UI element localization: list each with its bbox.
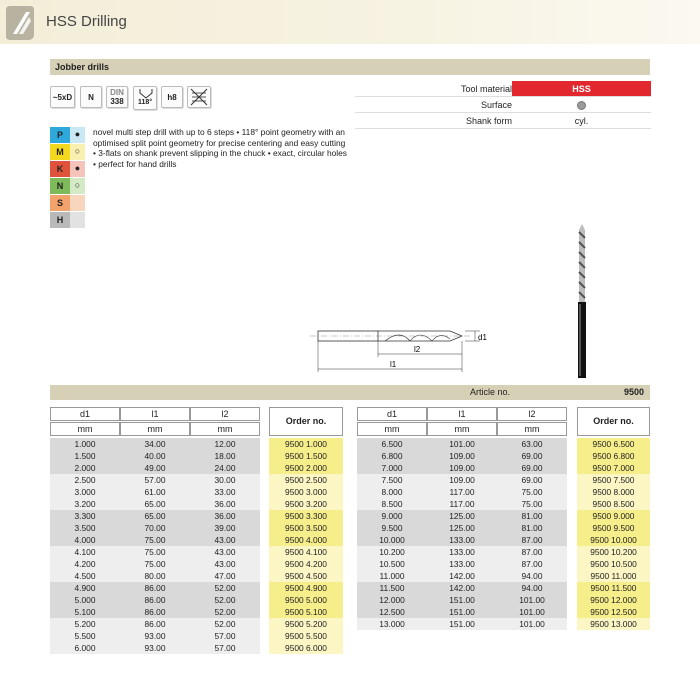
table-row xyxy=(50,438,343,450)
table-row xyxy=(50,510,343,522)
column-header-l1: l1 xyxy=(120,407,190,421)
cell-order-no: 9500 4.500 xyxy=(269,570,343,582)
cell-d1: 10.200 xyxy=(357,546,427,558)
cell-d1: 6.800 xyxy=(357,450,427,462)
cell-d1: 12.000 xyxy=(357,594,427,606)
cell-order-no: 9500 6.500 xyxy=(577,438,650,450)
description-line: • perfect for hand drills xyxy=(93,158,177,169)
symbol-label: 118° xyxy=(137,99,153,106)
cell-order-no: 9500 7.000 xyxy=(577,462,650,474)
material-suitability-mark xyxy=(70,195,85,211)
cell-order-no: 9500 6.800 xyxy=(577,450,650,462)
column-header-d1: d1 xyxy=(50,407,120,421)
property-tool-material xyxy=(355,81,651,97)
cell-l2: 94.00 xyxy=(497,582,567,594)
cell-l1: 86.00 xyxy=(120,618,190,630)
cell-l1: 109.00 xyxy=(427,450,497,462)
cell-order-no: 9500 4.000 xyxy=(269,534,343,546)
cell-l2: 39.00 xyxy=(190,522,260,534)
column-unit: mm xyxy=(427,422,497,436)
table-row xyxy=(50,558,343,570)
property-label: Surface xyxy=(480,100,512,110)
cell-order-no: 9500 6.000 xyxy=(269,642,343,654)
cell-d1: 4.900 xyxy=(50,582,120,594)
cell-l2: 12.00 xyxy=(190,438,260,450)
material-letter: N xyxy=(50,178,70,194)
cell-order-no: 9500 3.000 xyxy=(269,486,343,498)
table-row xyxy=(357,450,650,462)
no-coolant-icon xyxy=(187,86,211,108)
cell-l1: 151.00 xyxy=(427,606,497,618)
property-surface xyxy=(355,97,651,113)
cell-l1: 65.00 xyxy=(120,498,190,510)
cell-l1: 133.00 xyxy=(427,546,497,558)
section-title: Jobber drills xyxy=(50,59,650,75)
cell-order-no: 9500 12.500 xyxy=(577,606,650,618)
cell-l2: 69.00 xyxy=(497,462,567,474)
cell-order-no: 9500 2.000 xyxy=(269,462,343,474)
cell-d1: 9.000 xyxy=(357,510,427,522)
column-unit: mm xyxy=(357,422,427,436)
cell-d1: 12.500 xyxy=(357,606,427,618)
cell-d1: 7.000 xyxy=(357,462,427,474)
cell-l2: 101.00 xyxy=(497,594,567,606)
table-row xyxy=(50,642,343,654)
material-group-s xyxy=(50,195,85,211)
cell-l1: 75.00 xyxy=(120,558,190,570)
tolerance-h8-icon xyxy=(161,86,183,108)
page-title: HSS Drilling xyxy=(46,13,127,30)
cell-d1: 8.500 xyxy=(357,498,427,510)
cell-d1: 6.500 xyxy=(357,438,427,450)
cell-order-no: 9500 5.100 xyxy=(269,606,343,618)
cell-l1: 142.00 xyxy=(427,570,497,582)
cell-d1: 5.100 xyxy=(50,606,120,618)
cell-l1: 75.00 xyxy=(120,546,190,558)
l1-label: l1 xyxy=(390,360,397,369)
cell-l1: 61.00 xyxy=(120,486,190,498)
cell-order-no: 9500 1.000 xyxy=(269,438,343,450)
column-unit: mm xyxy=(190,422,260,436)
property-value: HSS xyxy=(512,81,651,96)
cell-l1: 86.00 xyxy=(120,606,190,618)
cell-l2: 43.00 xyxy=(190,558,260,570)
cell-l2: 24.00 xyxy=(190,462,260,474)
table-row xyxy=(50,474,343,486)
cell-l2: 101.00 xyxy=(497,618,567,630)
cell-d1: 11.000 xyxy=(357,570,427,582)
cell-l2: 47.00 xyxy=(190,570,260,582)
cell-d1: 13.000 xyxy=(357,618,427,630)
cell-l1: 93.00 xyxy=(120,630,190,642)
table-row xyxy=(50,462,343,474)
cell-order-no: 9500 8.500 xyxy=(577,498,650,510)
column-header-order: Order no. xyxy=(269,407,343,436)
column-unit: mm xyxy=(120,422,190,436)
cell-d1: 2.000 xyxy=(50,462,120,474)
cell-l2: 36.00 xyxy=(190,498,260,510)
cell-l2: 36.00 xyxy=(190,510,260,522)
type-n-icon xyxy=(80,86,102,108)
point-angle-icon xyxy=(133,86,157,110)
cell-order-no: 9500 4.100 xyxy=(269,546,343,558)
property-value: cyl. xyxy=(574,116,589,126)
material-group-h xyxy=(50,212,85,228)
cell-d1: 4.100 xyxy=(50,546,120,558)
cell-d1: 3.200 xyxy=(50,498,120,510)
table-row xyxy=(357,618,650,630)
din-338-icon xyxy=(106,86,128,108)
cell-l2: 87.00 xyxy=(497,546,567,558)
cell-order-no: 9500 5.000 xyxy=(269,594,343,606)
d1-label: d1 xyxy=(478,333,487,342)
table-row xyxy=(50,534,343,546)
cell-l1: 142.00 xyxy=(427,582,497,594)
cell-order-no: 9500 11.500 xyxy=(577,582,650,594)
cell-d1: 3.000 xyxy=(50,486,120,498)
cell-l1: 57.00 xyxy=(120,474,190,486)
cell-order-no: 9500 9.000 xyxy=(577,510,650,522)
cell-order-no: 9500 3.500 xyxy=(269,522,343,534)
material-group-k xyxy=(50,161,85,177)
table-row xyxy=(357,594,650,606)
description-line: novel multi step drill with up to 6 steps • 118° point geometry with an xyxy=(93,127,345,137)
cell-l2: 101.00 xyxy=(497,606,567,618)
material-suitability-mark xyxy=(70,212,85,228)
cell-l1: 151.00 xyxy=(427,618,497,630)
column-unit: mm xyxy=(497,422,567,436)
article-label: Article no. xyxy=(470,387,511,397)
table-row xyxy=(357,510,650,522)
l2-label: l2 xyxy=(414,345,421,354)
cell-l2: 43.00 xyxy=(190,534,260,546)
properties-table xyxy=(355,81,651,129)
material-letter: S xyxy=(50,195,70,211)
cell-d1: 4.000 xyxy=(50,534,120,546)
symbol-label: h8 xyxy=(167,93,177,102)
symbol-label: 338 xyxy=(110,97,124,106)
cell-order-no: 9500 8.000 xyxy=(577,486,650,498)
column-header-l2: l2 xyxy=(497,407,567,421)
cell-l2: 30.00 xyxy=(190,474,260,486)
column-unit: mm xyxy=(50,422,120,436)
cell-order-no: 9500 4.200 xyxy=(269,558,343,570)
table-row xyxy=(50,594,343,606)
cell-d1: 8.000 xyxy=(357,486,427,498)
cell-l1: 125.00 xyxy=(427,522,497,534)
symbol-label: N xyxy=(88,93,94,102)
article-bar xyxy=(50,385,650,400)
cell-l2: 69.00 xyxy=(497,474,567,486)
cell-l1: 117.00 xyxy=(427,498,497,510)
cell-d1: 1.000 xyxy=(50,438,120,450)
cell-order-no: 9500 7.500 xyxy=(577,474,650,486)
material-suitability-mark: ● xyxy=(70,161,85,177)
cell-l1: 133.00 xyxy=(427,558,497,570)
cell-order-no: 9500 1.500 xyxy=(269,450,343,462)
column-header-order: Order no. xyxy=(577,407,650,436)
cell-d1: 6.000 xyxy=(50,642,120,654)
column-header-l2: l2 xyxy=(190,407,260,421)
cell-order-no: 9500 12.000 xyxy=(577,594,650,606)
cell-l2: 63.00 xyxy=(497,438,567,450)
cell-d1: 1.500 xyxy=(50,450,120,462)
material-letter: K xyxy=(50,161,70,177)
cell-l1: 109.00 xyxy=(427,462,497,474)
cell-d1: 4.500 xyxy=(50,570,120,582)
table-row xyxy=(50,498,343,510)
material-group-p xyxy=(50,127,85,143)
cell-order-no: 9500 5.200 xyxy=(269,618,343,630)
table-row xyxy=(357,486,650,498)
cell-order-no: 9500 10.000 xyxy=(577,534,650,546)
cell-order-no: 9500 11.000 xyxy=(577,570,650,582)
cell-d1: 10.000 xyxy=(357,534,427,546)
surface-dot-icon xyxy=(577,101,586,110)
cell-d1: 10.500 xyxy=(357,558,427,570)
product-description xyxy=(93,127,383,169)
table-row xyxy=(357,438,650,450)
cell-l1: 75.00 xyxy=(120,534,190,546)
cell-l2: 18.00 xyxy=(190,450,260,462)
table-row xyxy=(357,606,650,618)
material-suitability-mark: ○ xyxy=(70,144,85,160)
drill-logo-icon xyxy=(4,4,38,42)
cell-order-no: 9500 13.000 xyxy=(577,618,650,630)
property-value xyxy=(512,97,651,112)
cell-l2: 52.00 xyxy=(190,606,260,618)
table-row xyxy=(357,462,650,474)
cell-l2: 33.00 xyxy=(190,486,260,498)
description-line: • 3-flats on shank prevent slipping in the chuck • exact, circular holes xyxy=(93,148,347,158)
cell-l2: 75.00 xyxy=(497,498,567,510)
table-row xyxy=(50,630,343,642)
cell-order-no: 9500 5.500 xyxy=(269,630,343,642)
cell-l1: 65.00 xyxy=(120,510,190,522)
table-row xyxy=(50,522,343,534)
cell-l1: 117.00 xyxy=(427,486,497,498)
page-header xyxy=(0,0,700,44)
cell-l2: 57.00 xyxy=(190,642,260,654)
cell-l1: 125.00 xyxy=(427,510,497,522)
cell-d1: 4.200 xyxy=(50,558,120,570)
column-header-l1: l1 xyxy=(427,407,497,421)
article-number: 9500 xyxy=(624,387,645,397)
cell-l2: 81.00 xyxy=(497,522,567,534)
material-letter: M xyxy=(50,144,70,160)
cell-d1: 9.500 xyxy=(357,522,427,534)
cell-l1: 133.00 xyxy=(427,534,497,546)
cell-d1: 2.500 xyxy=(50,474,120,486)
cell-order-no: 9500 9.500 xyxy=(577,522,650,534)
table-row xyxy=(50,546,343,558)
material-letter: H xyxy=(50,212,70,228)
material-group-m xyxy=(50,144,85,160)
cell-l2: 52.00 xyxy=(190,618,260,630)
cell-l2: 57.00 xyxy=(190,630,260,642)
cell-l1: 109.00 xyxy=(427,474,497,486)
cell-l1: 49.00 xyxy=(120,462,190,474)
material-suitability-mark: ○ xyxy=(70,178,85,194)
cell-l1: 151.00 xyxy=(427,594,497,606)
table-row xyxy=(50,570,343,582)
cell-order-no: 9500 10.200 xyxy=(577,546,650,558)
cell-l1: 40.00 xyxy=(120,450,190,462)
table-row xyxy=(357,558,650,570)
cell-d1: 7.500 xyxy=(357,474,427,486)
cell-l1: 80.00 xyxy=(120,570,190,582)
column-header-d1: d1 xyxy=(357,407,427,421)
cell-l1: 70.00 xyxy=(120,522,190,534)
table-row xyxy=(357,546,650,558)
table-row xyxy=(357,570,650,582)
cell-order-no: 9500 2.500 xyxy=(269,474,343,486)
cell-d1: 5.500 xyxy=(50,630,120,642)
cell-l1: 101.00 xyxy=(427,438,497,450)
table-row xyxy=(50,582,343,594)
cell-l2: 69.00 xyxy=(497,450,567,462)
table-row xyxy=(50,618,343,630)
cell-l2: 81.00 xyxy=(497,510,567,522)
description-line: optimised split point geometry for precise centering and easy cutting xyxy=(93,137,346,148)
cell-l2: 52.00 xyxy=(190,582,260,594)
table-row xyxy=(357,474,650,486)
table-row xyxy=(357,522,650,534)
table-row xyxy=(50,606,343,618)
property-label: Tool material xyxy=(460,84,512,94)
drill-photo xyxy=(572,222,592,380)
table-row xyxy=(357,534,650,546)
cell-d1: 11.500 xyxy=(357,582,427,594)
table-row xyxy=(357,582,650,594)
symbol-label: DIN xyxy=(110,88,124,97)
cell-order-no: 9500 3.200 xyxy=(269,498,343,510)
cell-l1: 34.00 xyxy=(120,438,190,450)
cell-d1: 3.300 xyxy=(50,510,120,522)
property-label: Shank form xyxy=(465,116,512,126)
cell-l1: 86.00 xyxy=(120,582,190,594)
length-5xd-icon xyxy=(50,86,75,108)
material-letter: P xyxy=(50,127,70,143)
cell-l2: 43.00 xyxy=(190,546,260,558)
cell-l2: 94.00 xyxy=(497,570,567,582)
cell-l2: 52.00 xyxy=(190,594,260,606)
table-row xyxy=(50,450,343,462)
property-shank-form xyxy=(355,113,651,129)
material-group-n xyxy=(50,178,85,194)
cell-order-no: 9500 10.500 xyxy=(577,558,650,570)
cell-order-no: 9500 4.900 xyxy=(269,582,343,594)
cell-d1: 5.000 xyxy=(50,594,120,606)
cell-l1: 93.00 xyxy=(120,642,190,654)
cell-l1: 86.00 xyxy=(120,594,190,606)
cell-l2: 87.00 xyxy=(497,558,567,570)
symbol-label: ~5xD xyxy=(52,93,73,102)
cell-l2: 87.00 xyxy=(497,534,567,546)
material-suitability-mark: ● xyxy=(70,127,85,143)
cell-d1: 5.200 xyxy=(50,618,120,630)
cell-d1: 3.500 xyxy=(50,522,120,534)
drill-technical-drawing xyxy=(310,325,490,380)
table-row xyxy=(50,486,343,498)
table-row xyxy=(357,498,650,510)
cell-l2: 75.00 xyxy=(497,486,567,498)
cell-order-no: 9500 3.300 xyxy=(269,510,343,522)
